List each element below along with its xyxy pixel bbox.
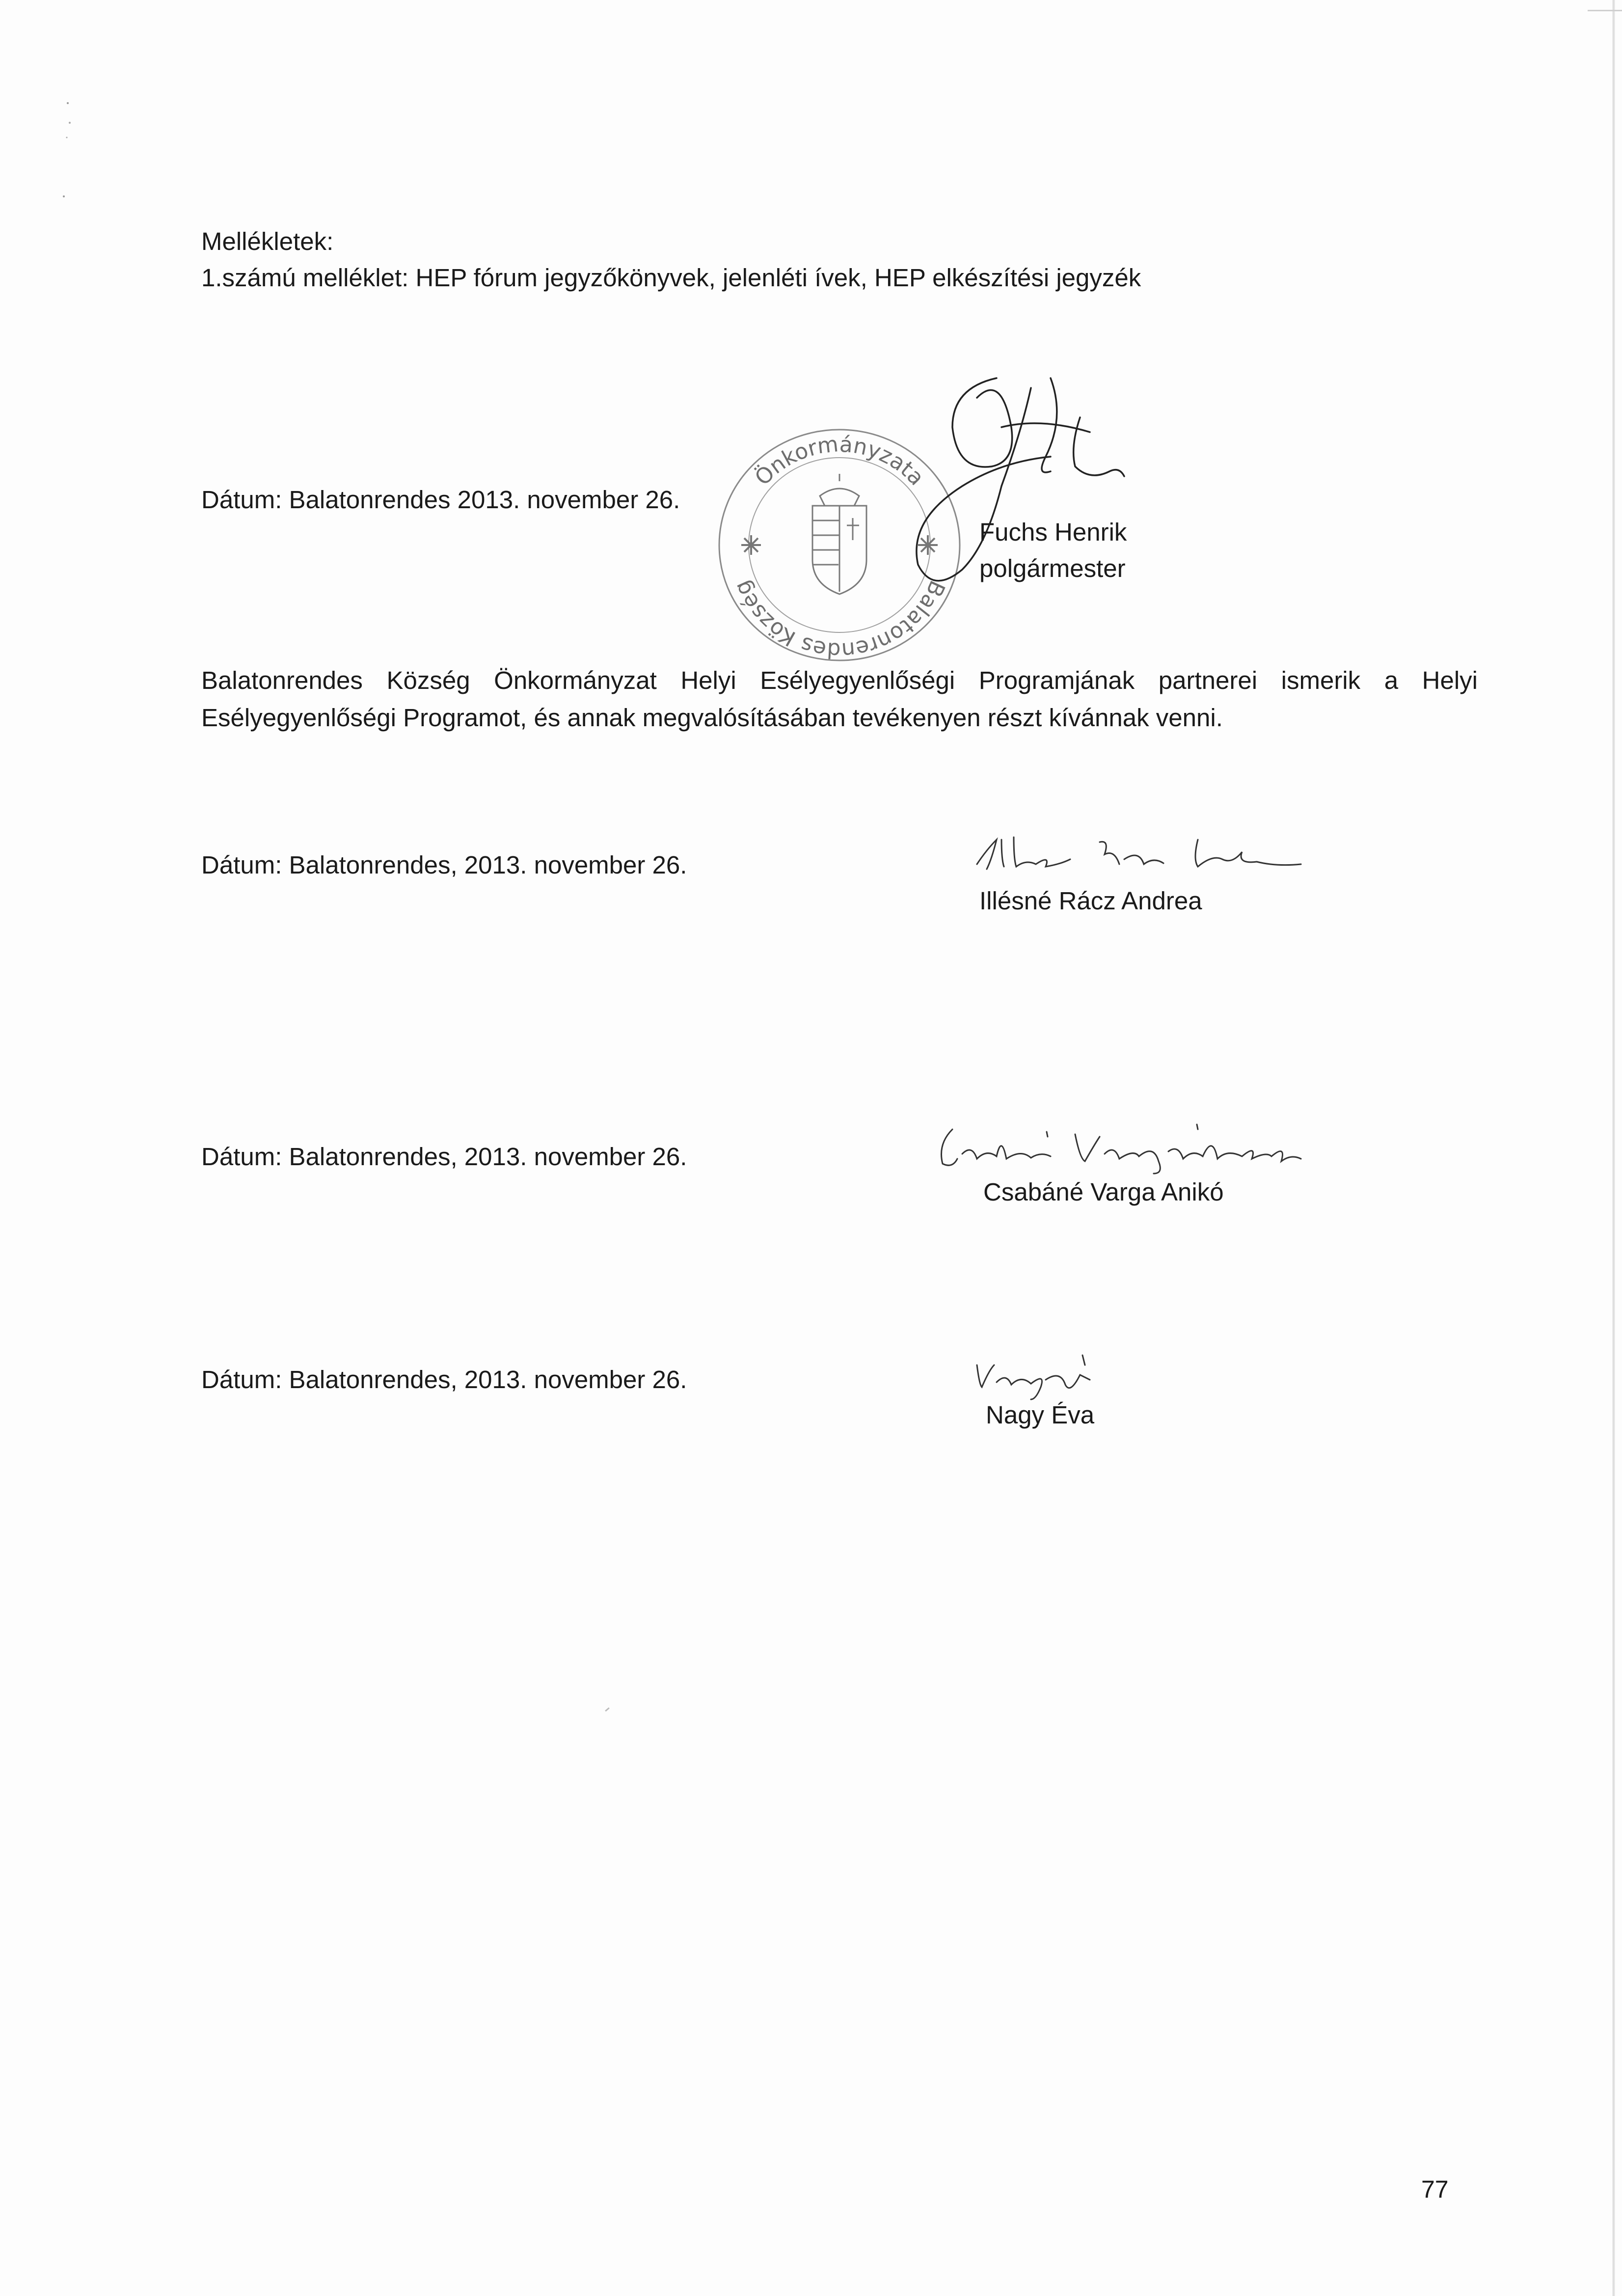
stamp-text-bottom: Balatonrendes Község	[729, 576, 950, 663]
scan-edge	[1612, 0, 1615, 2296]
mayor-name: Fuchs Henrik	[979, 518, 1127, 546]
stamp-text-top: Önkormányzata	[750, 432, 929, 491]
mayor-title: polgármester	[979, 554, 1126, 582]
coat-of-arms-icon	[812, 474, 866, 594]
partner-1-signature	[967, 830, 1321, 879]
partner-2-name: Csabáné Varga Anikó	[983, 1178, 1224, 1206]
partner-3-date: Dátum: Balatonrendes, 2013. november 26.	[201, 1366, 687, 1394]
partner-2-signature	[928, 1115, 1330, 1178]
scan-speck	[605, 1707, 610, 1712]
scan-edge-mark	[1588, 10, 1622, 11]
partners-statement: Balatonrendes Község Önkormányzat Helyi Esélyegyenlőségi Programjának partnerei ismerik a Helyi Esélyegyenlőségi Programot, és annak megvalósításában tevékenyen részt kívánnak venni.	[201, 666, 1478, 732]
mayor-date: Dátum: Balatonrendes 2013. november 26.	[201, 486, 680, 514]
scan-specks	[59, 98, 79, 246]
partner-1-name: Illésné Rácz Andrea	[979, 887, 1202, 915]
mayor-signature	[903, 358, 1159, 633]
partner-2-date: Dátum: Balatonrendes, 2013. november 26.	[201, 1143, 687, 1171]
attachments-item: 1.számú melléklet: HEP fórum jegyzőkönyvek, jelenléti ívek, HEP elkészítési jegyzék	[201, 264, 1141, 292]
partner-1-date: Dátum: Balatonrendes, 2013. november 26.	[201, 851, 687, 879]
partner-3-name: Nagy Éva	[986, 1401, 1095, 1429]
partner-3-signature	[967, 1345, 1114, 1404]
page-number: 77	[1421, 2176, 1449, 2203]
attachments-heading: Mellékletek:	[201, 227, 334, 255]
